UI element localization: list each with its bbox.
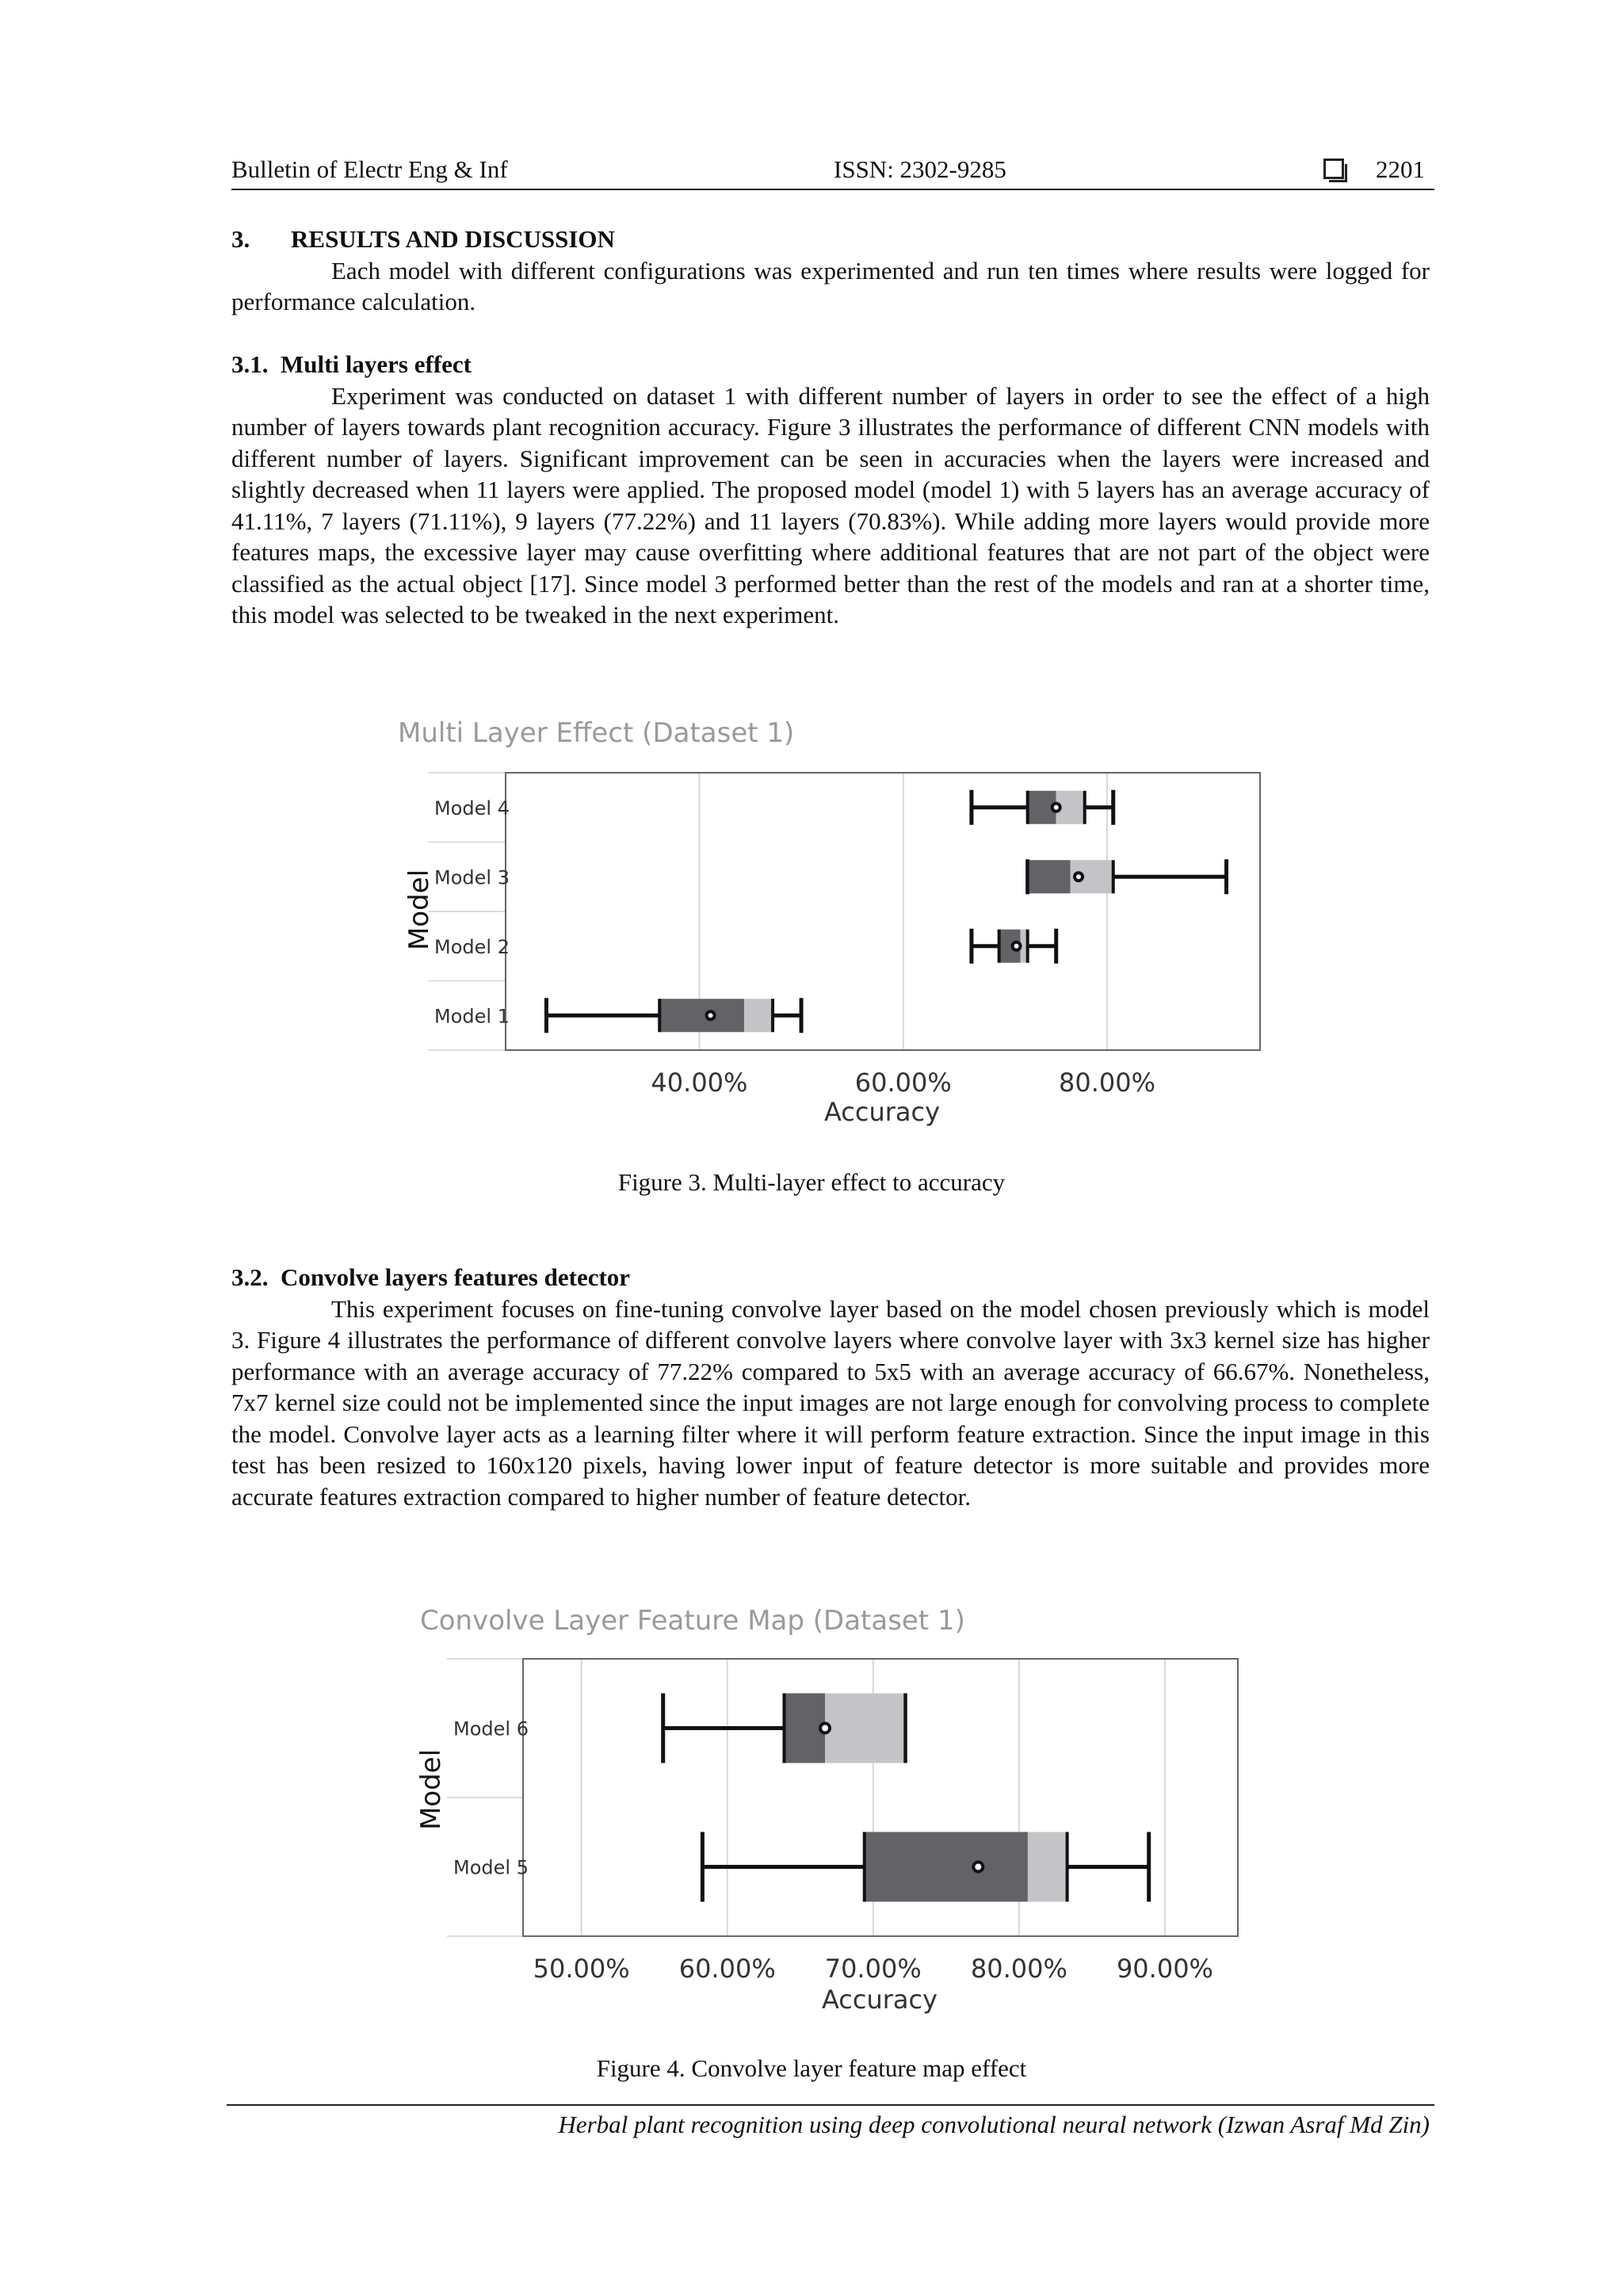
journal-name: Bulletin of Electr Eng & Inf bbox=[231, 155, 508, 183]
section-heading bbox=[231, 223, 1430, 255]
box-lower bbox=[865, 1832, 1028, 1902]
boxes bbox=[663, 1694, 1149, 1902]
x-tick-labels bbox=[533, 1954, 1213, 1984]
paragraph: Experiment was conducted on dataset 1 with different number of layers in order to see the effect of a high number of layers towards plant recognition accuracy. Figure 3 illustrates the performance of different CNN models with different number of layers. Significant improvement can be seen in accuracies when the layers were increased and slightly decreased when 11 layers were applied. The proposed model (model 1) with 5 layers has an average accuracy of 41.11%, 7 layers (71.11%), 9 layers (77.22%) and 11 layers (70.83%). While adding more layers would provide more features maps, the excessive layer may cause overfitting where additional features that are not part of the object were classified as the actual object [17]. Since model 3 performed better than the rest of the models and ran at a shorter time, this model was selected to be tweaked in the next experiment. bbox=[231, 381, 1430, 628]
row-separators bbox=[447, 1659, 523, 1936]
subsection-title: Convolve layers features detector bbox=[281, 1263, 631, 1291]
mean-marker bbox=[1075, 873, 1083, 881]
box-upper bbox=[744, 999, 773, 1032]
chart-title: Convolve Layer Feature Map (Dataset 1) bbox=[420, 1605, 965, 1637]
category-label: Model 5 bbox=[453, 1856, 529, 1879]
y-axis-label: Model bbox=[403, 869, 435, 951]
chart-title: Multi Layer Effect (Dataset 1) bbox=[398, 717, 795, 749]
subsection-number: 3.1. bbox=[231, 350, 269, 378]
mean-marker bbox=[973, 1862, 983, 1872]
section-3-1 bbox=[231, 349, 1430, 631]
figure-3-caption: Figure 3. Multi-layer effect to accuracy bbox=[617, 1168, 1006, 1196]
mean-marker bbox=[1013, 942, 1021, 950]
paragraph: Each model with different configurations was experimented and run ten times where results were logged for performance calculation. bbox=[231, 256, 1430, 315]
subsection-heading bbox=[231, 1262, 1430, 1293]
x-tick-label: 80.00% bbox=[1059, 1068, 1156, 1098]
mean-marker bbox=[820, 1724, 830, 1733]
x-tick-label: 40.00% bbox=[651, 1068, 748, 1098]
category-label: Model 2 bbox=[434, 935, 510, 958]
mean-marker bbox=[707, 1011, 715, 1019]
category-label: Model 1 bbox=[434, 1005, 510, 1028]
subsection-title: Multi layers effect bbox=[281, 350, 472, 378]
x-tick-label: 70.00% bbox=[824, 1954, 922, 1984]
page-footer bbox=[227, 2104, 1434, 2139]
figure-3-chart bbox=[380, 705, 1292, 1149]
x-tick-label: 80.00% bbox=[970, 1954, 1067, 1984]
page-number: 2201 bbox=[1376, 155, 1425, 183]
issn: ISSN: 2302-9285 bbox=[834, 155, 1006, 183]
category-label: Model 3 bbox=[434, 866, 510, 889]
section-title: RESULTS AND DISCUSSION bbox=[291, 225, 615, 253]
box-lower bbox=[659, 999, 744, 1032]
section-3 bbox=[231, 223, 1430, 318]
x-tick-labels bbox=[651, 1068, 1155, 1098]
x-tick-label: 60.00% bbox=[678, 1954, 776, 1984]
plot-area bbox=[506, 773, 1260, 1050]
square-bullet-icon bbox=[1323, 159, 1344, 179]
x-tick-label: 60.00% bbox=[854, 1068, 952, 1098]
subsection-heading bbox=[231, 349, 1430, 380]
page-header bbox=[231, 155, 1434, 190]
boxes bbox=[546, 790, 1226, 1033]
x-tick-label: 50.00% bbox=[533, 1954, 630, 1984]
category-label: Model 4 bbox=[434, 797, 510, 819]
section-number: 3. bbox=[231, 225, 250, 253]
x-axis-label: Accuracy bbox=[823, 1097, 941, 1127]
figure-4 bbox=[404, 1593, 1276, 2041]
footer-text: Herbal plant recognition using deep convolutional neural network (Izwan Asraf Md Zin) bbox=[558, 2111, 1430, 2138]
x-axis-label: Accuracy bbox=[821, 1985, 938, 2015]
x-tick-label: 90.00% bbox=[1116, 1954, 1213, 1984]
category-label: Model 6 bbox=[453, 1717, 529, 1740]
box-upper bbox=[1028, 1832, 1067, 1902]
y-axis-label: Model bbox=[415, 1748, 447, 1831]
page-number-group bbox=[1323, 155, 1425, 184]
figure-4-caption: Figure 4. Convolve layer feature map effect bbox=[596, 2054, 1027, 2082]
figure-3 bbox=[380, 705, 1292, 1153]
subsection-number: 3.2. bbox=[231, 1263, 269, 1291]
paragraph: This experiment focuses on fine-tuning convolve layer based on the model chosen previously which is model 3. Figure 4 illustrates the performance of different convolve layers where convolve layer with 3x3 kernel size has higher performance with an average accuracy of 77.22% compared to 5x5 with an average accuracy of 66.67%. Nonetheless, 7x7 kernel size could not be implemented since the input images are not large enough for convolving process to complete the model. Convolve layer acts as a learning filter where it will perform feature extraction. Since the input image in this test has been resized to 160x120 pixels, having lower input of feature detector is more suitable and provides more accurate features extraction compared to higher number of feature detector. bbox=[231, 1294, 1430, 1511]
box-lower bbox=[1028, 860, 1071, 893]
box-upper bbox=[825, 1694, 905, 1763]
section-3-2 bbox=[231, 1262, 1430, 1512]
mean-marker bbox=[1052, 804, 1060, 812]
figure-4-chart bbox=[404, 1593, 1276, 2037]
